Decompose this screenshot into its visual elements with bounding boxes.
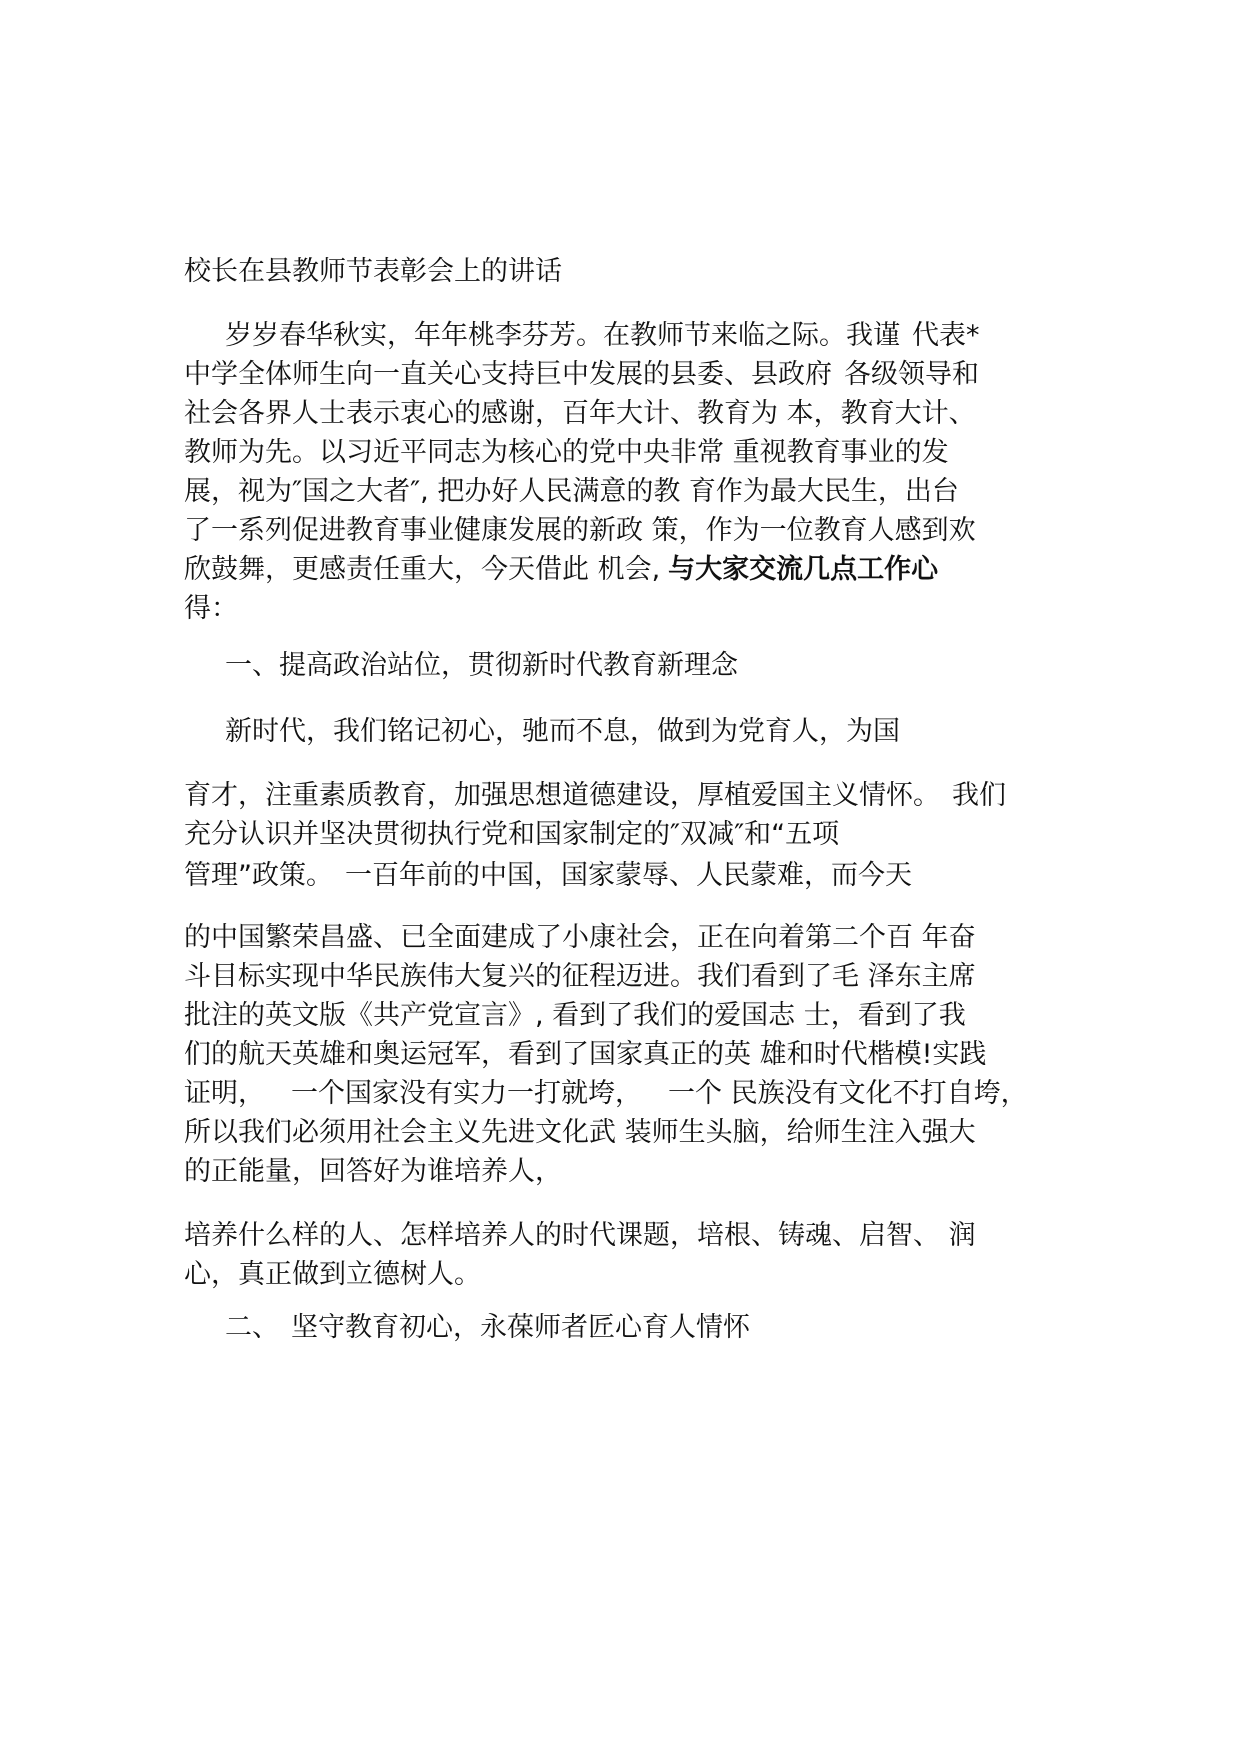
text-line — [184, 355, 1084, 394]
text-line: 充分认识并坚决贯彻执行党和国家制定的″双减″和“五项 — [184, 819, 840, 850]
text-segment: 管理”政策。 — [184, 860, 333, 891]
heading-text — [184, 1308, 1084, 1347]
heading-number: 二、 — [225, 1312, 279, 1343]
heading-text: 一、提高政治站位，贯彻新时代教育新理念 — [225, 650, 738, 681]
paragraph-6 — [184, 1216, 1084, 1294]
text-segment: 我们 — [952, 780, 1006, 811]
text-line — [184, 316, 1084, 355]
text-line: 社会各界人士表示衷心的感谢，百年大计、教育为 本，教育大计、 — [184, 398, 976, 429]
section-heading-2 — [184, 1308, 1084, 1347]
text-segment: 代表* — [912, 320, 980, 351]
text-line: 教师为先。以习近平同志为核心的党中央非常 重视教育事业的发 — [184, 437, 949, 468]
text-segment: 一百年前的中国，国家蒙辱、人民蒙难，而今天 — [345, 860, 912, 891]
text-segment: 各级领导和 — [844, 359, 979, 390]
text-segment: 证明， — [184, 1078, 265, 1109]
section-heading-1 — [184, 646, 1084, 685]
paragraph-5 — [184, 918, 1084, 1191]
paragraph-2 — [184, 712, 1084, 751]
text-line: 的正能量，回答好为谁培养人， — [184, 1156, 562, 1187]
text-line — [184, 776, 1084, 815]
text-segment: 中学全体师生向一直关心支持巨中发展的县委、县政府 — [184, 359, 832, 390]
text-line: 所以我们必须用社会主义先进文化武 装师生头脑，给师生注入强大 — [184, 1117, 976, 1148]
text-line: 培养什么样的人、怎样培养人的时代课题，培根、铸魂、启智、 润 — [184, 1220, 976, 1251]
text-line: 心，真正做到立德树人。 — [184, 1259, 481, 1290]
text-line: 的中国繁荣昌盛、已全面建成了小康社会，正在向着第二个百 年奋 — [184, 922, 976, 953]
text-line — [184, 550, 1084, 589]
text-line — [184, 1074, 1084, 1113]
text-line — [184, 856, 1084, 895]
text-segment: 一个国家没有实力一打就垮， — [291, 1078, 642, 1109]
paragraph-opening — [184, 316, 1084, 628]
paragraph-3 — [184, 776, 1084, 854]
text-line: 了一系列促进教育事业健康发展的新政 策，作为一位教育人感到欢 — [184, 515, 976, 546]
text-line: 批注的英文版《共产党宣言》, 看到了我们的爱国志 士，看到了我 — [184, 1000, 966, 1031]
text-segment: 欣鼓舞，更感责任重大，今天借此 机会, — [184, 554, 661, 585]
text-segment: 岁岁春华秋实，年年桃李芬芳。在教师节来临之际。我谨 — [225, 320, 900, 351]
document-title: 校长在县教师节表彰会上的讲话 — [184, 256, 562, 287]
text-line: 得： — [184, 593, 238, 624]
text-line: 新时代，我们铭记初心，驰而不息，做到为党育人，为国 — [225, 716, 900, 747]
text-segment: 一个 民族没有文化不打自垮， — [668, 1078, 1028, 1109]
text-line: 斗目标实现中华民族伟大复兴的征程迈进。我们看到了毛 泽东主席 — [184, 961, 976, 992]
text-line: 展，视为″国之大者″, 把办好人民满意的教 育作为最大民生，出台 — [184, 476, 959, 507]
text-segment: 育才，注重素质教育，加强思想道德建设，厚植爱国主义情怀。 — [184, 780, 940, 811]
paragraph-4 — [184, 856, 1084, 895]
heading-label: 坚守教育初心，永葆师者匠心育人情怀 — [291, 1312, 750, 1343]
text-line: 们的航天英雄和奥运冠军，看到了国家真正的英 雄和时代楷模!实践 — [184, 1039, 987, 1070]
text-segment: 与大家交流几点工作心 — [668, 554, 939, 585]
